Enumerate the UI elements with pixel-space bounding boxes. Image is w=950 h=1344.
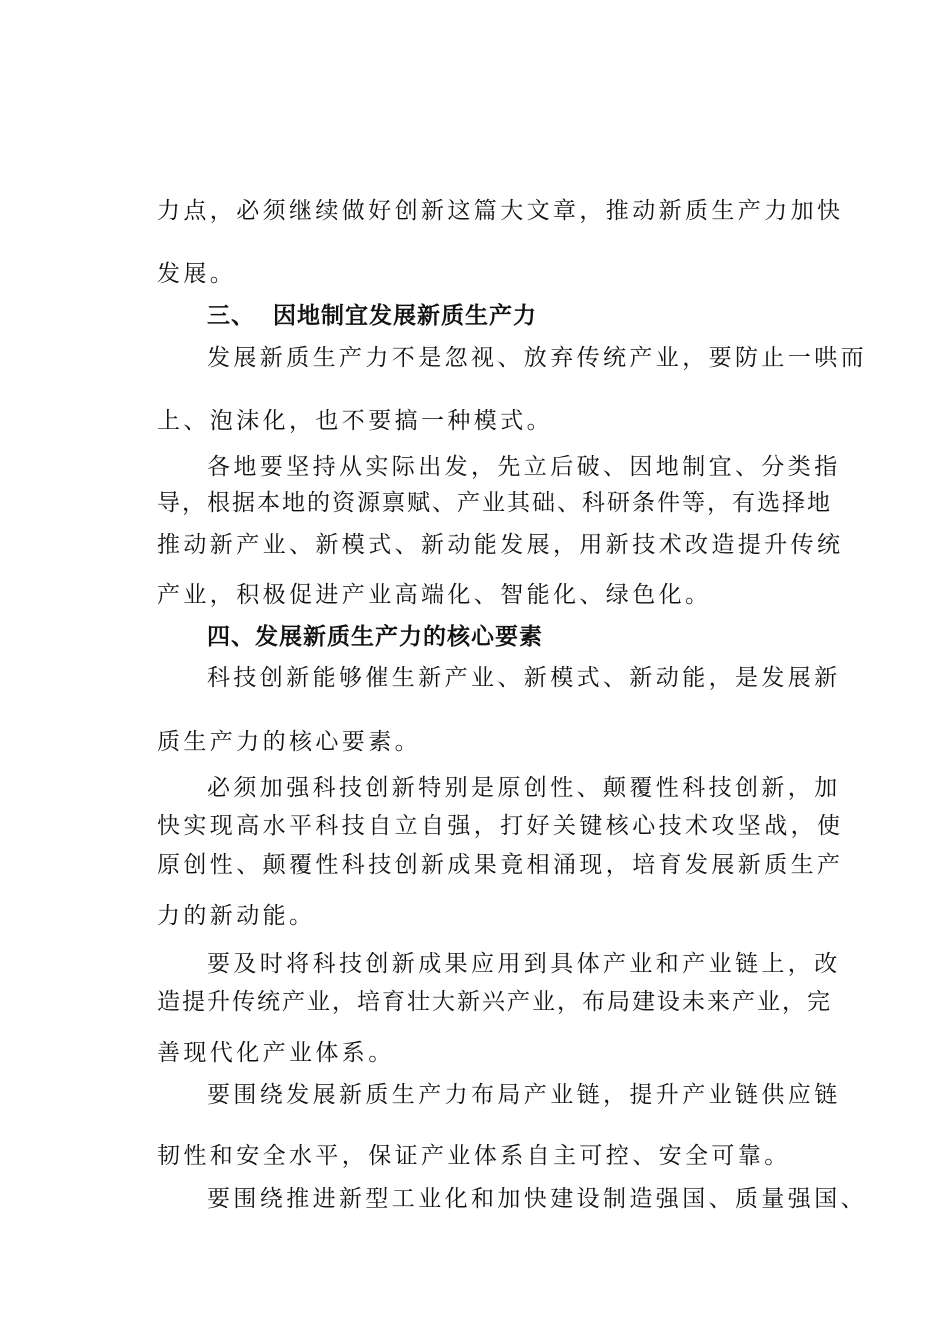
paragraph-line: 产业，积极促进产业高端化、智能化、绿色化。 [157,582,712,608]
paragraph-line: 必须加强科技创新特别是原创性、颠覆性科技创新，加 [207,775,841,801]
paragraph-line: 力点，必须继续做好创新这篇大文章，推动新质生产力加快 [157,198,844,224]
paragraph-line: 韧性和安全水平，保证产业体系自主可控、安全可靠。 [157,1143,791,1169]
section-heading-3: 三、 因地制宜发展新质生产力 [207,303,538,329]
paragraph-line: 要及时将科技创新成果应用到具体产业和产业链上，改 [207,951,841,977]
paragraph-line: 推动新产业、新模式、新动能发展，用新技术改造提升传统 [157,532,844,558]
paragraph-line: 善现代化产业体系。 [157,1040,395,1066]
paragraph-line: 各地要坚持从实际出发，先立后破、因地制宜、分类指 [207,454,841,480]
paragraph-line: 力的新动能。 [157,903,316,929]
paragraph-line: 要围绕推进新型工业化和加快建设制造强国、质量强国、 [207,1186,867,1212]
paragraph-line: 快实现高水平科技自立自强，打好关键核心技术攻坚战，使 [157,813,844,839]
paragraph-line: 科技创新能够催生新产业、新模式、新动能，是发展新 [207,665,841,691]
paragraph-line: 原创性、颠覆性科技创新成果竟相涌现，培育发展新质生产 [157,852,844,878]
paragraph-line: 发展新质生产力不是忽视、放弃传统产业，要防止一哄而 [207,345,867,371]
paragraph-line: 造提升传统产业，培育壮大新兴产业，布局建设未来产业，完 [157,989,832,1015]
paragraph-line: 要围绕发展新质生产力布局产业链，提升产业链供应链 [207,1082,841,1108]
paragraph-line: 导，根据本地的资源禀赋、产业其础、科研条件等，有选择地 [157,490,832,516]
paragraph-line: 发展。 [157,261,237,287]
paragraph-line: 上、泡沫化，也不要搞一种模式。 [157,408,553,434]
paragraph-line: 质生产力的核心要素。 [157,729,421,755]
section-heading-4: 四、发展新质生产力的核心要素 [207,624,543,650]
